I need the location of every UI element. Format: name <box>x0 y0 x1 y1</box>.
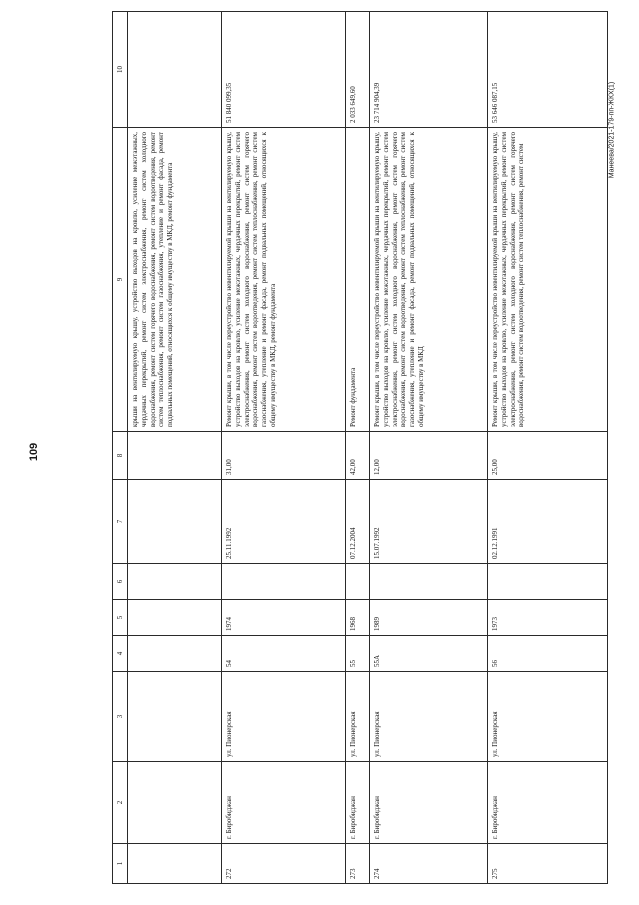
row-number: 274 <box>370 844 488 884</box>
street-cell: ул. Пионерская <box>370 672 488 762</box>
date-cell: 07.12.2004 <box>346 480 370 564</box>
page-number: 109 <box>28 442 40 462</box>
street-cell: ул. Пионерская <box>488 672 608 762</box>
row-number: 273 <box>346 844 370 884</box>
house-number-cell: 55А <box>370 636 488 672</box>
city-cell: г. Биробиджан <box>488 762 608 844</box>
table-row <box>488 12 608 884</box>
column-number: 8 <box>113 432 128 480</box>
wear-percent-cell <box>128 432 222 480</box>
cost-cell: 23 714 904,39 <box>370 12 488 128</box>
document-reference: Манеева/2021-179-пп-ЖКХ(1) <box>608 81 616 179</box>
repair-works-cell: крыши на вентилируемую крышу, устройство выходов на кровлю, усиление межэтажных, чердачных перекрытий, ремонт систем электроснабжения, ремонт систем холодного водоснабжения, ремонт систем горячего водоснабжения, ремонт систем водоотведения, ремонт систем теплоснабжения, ремонт систем газоснабжения, утепление и ремонт фасада, ремонт подвальных помещений, относящихся к общему имуществу в МКД, ремонт фундамента <box>128 128 222 432</box>
column-6-cell <box>346 564 370 600</box>
table-row <box>128 12 222 884</box>
column-number: 2 <box>113 762 128 844</box>
repair-works-cell: Ремонт крыши, в том числе переустройство невентилируемой крыши на вентилируемую крышу, устройство выходов на кровлю, усиление межэтажных, чердачных перекрытий, ремонт систем электроснабжения, ремонт систем холодного водоснабжения, ремонт систем горячего водоснабжения, ремонт систем водоотведения, ремонт систем теплоснабжения, ремонт систем газоснабжения, утепление и ремонт фасада, ремонт подвальных помещений, относящихся к общему имуществу в МКД <box>370 128 488 432</box>
column-number: 7 <box>113 480 128 564</box>
construction-year-cell <box>128 600 222 636</box>
street-cell: ул. Пионерская <box>346 672 370 762</box>
repair-works-cell: Ремонт фундамента <box>346 128 370 432</box>
housing-repair-table <box>112 11 608 884</box>
column-number: 6 <box>113 564 128 600</box>
column-6-cell <box>488 564 608 600</box>
cost-cell: 2 033 649,60 <box>346 12 370 128</box>
table-row <box>370 12 488 884</box>
column-number: 3 <box>113 672 128 762</box>
construction-year-cell: 1989 <box>370 600 488 636</box>
house-number-cell: 54 <box>222 636 346 672</box>
column-number: 4 <box>113 636 128 672</box>
column-number: 5 <box>113 600 128 636</box>
construction-year-cell: 1968 <box>346 600 370 636</box>
city-cell: г. Биробиджан <box>346 762 370 844</box>
column-number: 1 <box>113 844 128 884</box>
column-number-row <box>113 12 128 884</box>
repair-works-cell: Ремонт крыши, в том числе переустройство невентилируемой крыши на вентилируемую крышу, устройство выходов на кровлю, усиление межэтажных, чердачных перекрытий, ремонт систем электроснабжения, ремонт систем холодного водоснабжения, ремонт систем горячего водоснабжения, ремонт систем водоотведения, ремонт систем теплоснабжения, ремонт систем газоснабжения, утепление и ремонт фасада, ремонт подвальных помещений, относящихся к общему имуществу в МКД, ремонт фундамента <box>222 128 346 432</box>
city-cell <box>128 762 222 844</box>
house-number-cell: 55 <box>346 636 370 672</box>
table-row <box>222 12 346 884</box>
wear-percent-cell: 42,00 <box>346 432 370 480</box>
wear-percent-cell: 12,00 <box>370 432 488 480</box>
street-cell: ул. Пионерская <box>222 672 346 762</box>
date-cell <box>128 480 222 564</box>
construction-year-cell: 1973 <box>488 600 608 636</box>
house-number-cell: 56 <box>488 636 608 672</box>
street-cell <box>128 672 222 762</box>
row-number <box>128 844 222 884</box>
city-cell: г. Биробиджан <box>370 762 488 844</box>
city-cell: г. Биробиджан <box>222 762 346 844</box>
column-number: 10 <box>113 12 128 128</box>
date-cell: 15.07.1992 <box>370 480 488 564</box>
cost-cell: 51 840 099,35 <box>222 12 346 128</box>
construction-year-cell: 1974 <box>222 600 346 636</box>
table-row <box>346 12 370 884</box>
column-6-cell <box>222 564 346 600</box>
house-number-cell <box>128 636 222 672</box>
column-6-cell <box>370 564 488 600</box>
column-number: 9 <box>113 128 128 432</box>
cost-cell: 53 646 087,15 <box>488 12 608 128</box>
date-cell: 02.12.1991 <box>488 480 608 564</box>
repair-works-cell: Ремонт крыши, в том числе переустройство невентилируемой крыши на вентилируемую крышу, устройство выходов на кровлю, усиление межэтажных, чердачных перекрытий, ремонт систем электроснабжения, ремонт систем холодного водоснабжения, ремонт систем горячего водоснабжения, ремонт систем водоотведения, ремонт систем теплоснабжения, ремонт систем <box>488 128 608 432</box>
row-number: 275 <box>488 844 608 884</box>
column-6-cell <box>128 564 222 600</box>
wear-percent-cell: 25,00 <box>488 432 608 480</box>
cost-cell <box>128 12 222 128</box>
date-cell: 25.11.1992 <box>222 480 346 564</box>
wear-percent-cell: 31,00 <box>222 432 346 480</box>
row-number: 272 <box>222 844 346 884</box>
table-frame <box>112 12 606 884</box>
